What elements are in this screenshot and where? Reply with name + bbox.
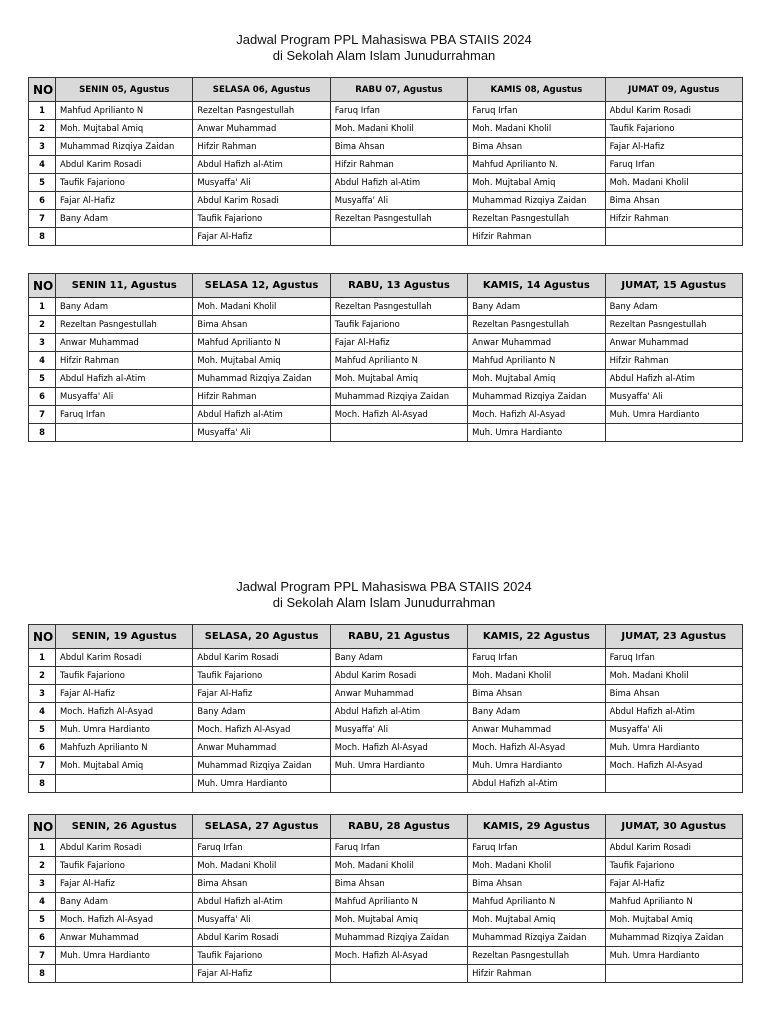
- col-header-day: SENIN 11, Agustus: [56, 274, 193, 298]
- table-cell: Bima Ahsan: [330, 138, 467, 156]
- table-cell: Rezeltan Pasngestullah: [468, 947, 605, 965]
- col-header-day: KAMIS, 22 Agustus: [468, 625, 605, 649]
- table-cell: Abdul Hafizh al-Atim: [605, 370, 742, 388]
- table-cell: Faruq Irfan: [330, 839, 467, 857]
- table-cell: Hifzir Rahman: [330, 156, 467, 174]
- table-cell: Musyaffa' Ali: [56, 388, 193, 406]
- table-cell: Moch. Hafizh Al-Asyad: [605, 757, 742, 775]
- table-cell: Muhammad Rizqiya Zaidan: [468, 192, 605, 210]
- table-cell: Musyaffa' Ali: [330, 192, 467, 210]
- table-cell: Bany Adam: [330, 649, 467, 667]
- table-cell: Moh. Mujtabal Amiq: [330, 370, 467, 388]
- table-cell: Abdul Hafizh al-Atim: [56, 370, 193, 388]
- table-row: [29, 352, 743, 370]
- table-row: [29, 370, 743, 388]
- table-cell: Fajar Al-Hafiz: [193, 965, 330, 983]
- table-cell: Muhammad Rizqiya Zaidan: [605, 929, 742, 947]
- table-cell: Moh. Mujtabal Amiq: [605, 911, 742, 929]
- row-number: 7: [29, 947, 56, 965]
- table-cell: Fajar Al-Hafiz: [56, 875, 193, 893]
- table-row: [29, 156, 743, 174]
- row-number: 2: [29, 857, 56, 875]
- table-cell: Fajar Al-Hafiz: [605, 875, 742, 893]
- row-number: 8: [29, 424, 56, 442]
- table-cell: Abdul Karim Rosadi: [193, 649, 330, 667]
- row-number: 5: [29, 174, 56, 192]
- table-cell: Abdul Hafizh al-Atim: [468, 775, 605, 793]
- row-number: 2: [29, 667, 56, 685]
- table-cell: Abdul Karim Rosadi: [56, 839, 193, 857]
- table-cell: Anwar Muhammad: [330, 685, 467, 703]
- table-cell: Mahfud Aprilianto N: [468, 352, 605, 370]
- col-header-day: JUMAT, 23 Agustus: [605, 625, 742, 649]
- table-cell: Moh. Madani Kholil: [193, 857, 330, 875]
- row-number: 1: [29, 649, 56, 667]
- table-cell: Faruq Irfan: [605, 649, 742, 667]
- col-header-day: KAMIS, 29 Agustus: [468, 815, 605, 839]
- table-cell: Abdul Hafizh al-Atim: [193, 156, 330, 174]
- table-cell: Moh. Mujtabal Amiq: [468, 174, 605, 192]
- table-cell: Abdul Hafizh al-Atim: [193, 893, 330, 911]
- table-cell: Hifzir Rahman: [605, 210, 742, 228]
- col-header-day: JUMAT, 15 Agustus: [605, 274, 742, 298]
- table-cell: Muh. Umra Hardianto: [193, 775, 330, 793]
- table-cell: Moh. Madani Kholil: [468, 667, 605, 685]
- row-number: 7: [29, 406, 56, 424]
- table-cell: [330, 228, 467, 246]
- col-header-no: NO: [29, 274, 56, 298]
- table-cell: Moh. Mujtabal Amiq: [193, 352, 330, 370]
- table-cell: Musyaffa' Ali: [330, 721, 467, 739]
- table-cell: Mahfud Aprilianto N: [193, 334, 330, 352]
- table-cell: Muh. Umra Hardianto: [330, 757, 467, 775]
- table-cell: Musyaffa' Ali: [605, 388, 742, 406]
- row-number: 2: [29, 316, 56, 334]
- table-row: [29, 192, 743, 210]
- row-number: 8: [29, 228, 56, 246]
- col-header-day: KAMIS 08, Agustus: [468, 78, 605, 102]
- table-row: [29, 857, 743, 875]
- schedule-title-1: [0, 32, 768, 64]
- table-cell: Fajar Al-Hafiz: [56, 685, 193, 703]
- schedule-title-2: [0, 579, 768, 611]
- table-cell: Fajar Al-Hafiz: [193, 228, 330, 246]
- table-header-row: [29, 78, 743, 102]
- table-cell: Taufik Fajariono: [605, 857, 742, 875]
- table-cell: Musyaffa' Ali: [193, 174, 330, 192]
- table-row: [29, 228, 743, 246]
- table-cell: Fajar Al-Hafiz: [330, 334, 467, 352]
- schedule-table-week-3: [28, 624, 743, 793]
- table-cell: Moh. Madani Kholil: [468, 857, 605, 875]
- col-header-no: NO: [29, 625, 56, 649]
- table-cell: Anwar Muhammad: [193, 739, 330, 757]
- table-row: [29, 138, 743, 156]
- table-cell: Hifzir Rahman: [605, 352, 742, 370]
- table-cell: Moh. Madani Kholil: [605, 174, 742, 192]
- table-cell: Rezeltan Pasngestullah: [330, 298, 467, 316]
- col-header-day: RABU 07, Agustus: [330, 78, 467, 102]
- table-cell: [56, 228, 193, 246]
- row-number: 3: [29, 685, 56, 703]
- table-cell: Faruq Irfan: [56, 406, 193, 424]
- table-row: [29, 406, 743, 424]
- table-cell: Muhammad Rizqiya Zaidan: [193, 370, 330, 388]
- table-cell: Muh. Umra Hardianto: [605, 406, 742, 424]
- table-cell: Bima Ahsan: [468, 875, 605, 893]
- col-header-no: NO: [29, 815, 56, 839]
- table-header-row: [29, 625, 743, 649]
- table-cell: Faruq Irfan: [605, 156, 742, 174]
- row-number: 4: [29, 893, 56, 911]
- table-cell: Taufik Fajariono: [56, 857, 193, 875]
- table-cell: Bima Ahsan: [468, 138, 605, 156]
- row-number: 2: [29, 120, 56, 138]
- table-cell: Abdul Karim Rosadi: [330, 667, 467, 685]
- table-cell: [56, 424, 193, 442]
- table-cell: Moh. Mujtabal Amiq: [468, 911, 605, 929]
- table-cell: Taufik Fajariono: [193, 947, 330, 965]
- table-cell: Rezeltan Pasngestullah: [193, 102, 330, 120]
- table-cell: Abdul Karim Rosadi: [56, 649, 193, 667]
- table-row: [29, 911, 743, 929]
- table-cell: Rezeltan Pasngestullah: [468, 210, 605, 228]
- title-line-2: di Sekolah Alam Islam Junudurrahman: [272, 595, 496, 610]
- table-cell: Muhammad Rizqiya Zaidan: [56, 138, 193, 156]
- col-header-day: JUMAT 09, Agustus: [605, 78, 742, 102]
- row-number: 5: [29, 911, 56, 929]
- table-row: [29, 965, 743, 983]
- table-cell: Moch. Hafizh Al-Asyad: [193, 721, 330, 739]
- col-header-day: RABU, 21 Agustus: [330, 625, 467, 649]
- table-cell: Fajar Al-Hafiz: [56, 192, 193, 210]
- table-cell: Abdul Karim Rosadi: [193, 929, 330, 947]
- table-cell: Bany Adam: [56, 210, 193, 228]
- row-number: 4: [29, 352, 56, 370]
- table-cell: Muh. Umra Hardianto: [605, 947, 742, 965]
- table-row: [29, 120, 743, 138]
- table-cell: Moch. Hafizh Al-Asyad: [56, 911, 193, 929]
- table-cell: [605, 775, 742, 793]
- row-number: 3: [29, 138, 56, 156]
- col-header-day: SELASA, 27 Agustus: [193, 815, 330, 839]
- table-cell: Faruq Irfan: [468, 649, 605, 667]
- table-cell: Bany Adam: [56, 298, 193, 316]
- table-cell: Muhammad Rizqiya Zaidan: [468, 388, 605, 406]
- table-row: [29, 685, 743, 703]
- table-row: [29, 775, 743, 793]
- col-header-day: RABU, 28 Agustus: [330, 815, 467, 839]
- table-cell: Abdul Hafizh al-Atim: [605, 703, 742, 721]
- table-cell: Taufik Fajariono: [193, 210, 330, 228]
- row-number: 6: [29, 929, 56, 947]
- table-cell: Moch. Hafizh Al-Asyad: [56, 703, 193, 721]
- table-cell: Muhammad Rizqiya Zaidan: [193, 757, 330, 775]
- table-header-row: [29, 815, 743, 839]
- table-cell: Abdul Hafizh al-Atim: [330, 174, 467, 192]
- table-cell: Muh. Umra Hardianto: [605, 739, 742, 757]
- table-cell: Hifzir Rahman: [193, 138, 330, 156]
- row-number: 7: [29, 210, 56, 228]
- table-cell: Taufik Fajariono: [193, 667, 330, 685]
- table-cell: Muh. Umra Hardianto: [468, 757, 605, 775]
- col-header-day: SENIN, 26 Agustus: [56, 815, 193, 839]
- col-header-day: SELASA 12, Agustus: [193, 274, 330, 298]
- table-cell: Anwar Muhammad: [468, 721, 605, 739]
- table-cell: Faruq Irfan: [193, 839, 330, 857]
- table-cell: Moh. Madani Kholil: [330, 857, 467, 875]
- table-cell: Bany Adam: [605, 298, 742, 316]
- title-line-1: Jadwal Program PPL Mahasiswa PBA STAIIS 2024: [236, 32, 532, 47]
- row-number: 6: [29, 739, 56, 757]
- table-row: [29, 929, 743, 947]
- row-number: 7: [29, 757, 56, 775]
- row-number: 4: [29, 703, 56, 721]
- table-cell: Rezeltan Pasngestullah: [56, 316, 193, 334]
- row-number: 1: [29, 839, 56, 857]
- col-header-day: SENIN 05, Agustus: [56, 78, 193, 102]
- table-row: [29, 667, 743, 685]
- schedule-table-week-2: [28, 273, 743, 442]
- table-cell: Taufik Fajariono: [56, 174, 193, 192]
- table-cell: Moh. Madani Kholil: [193, 298, 330, 316]
- table-cell: Bany Adam: [56, 893, 193, 911]
- table-cell: Rezeltan Pasngestullah: [330, 210, 467, 228]
- table-cell: Moh. Madani Kholil: [330, 120, 467, 138]
- table-cell: Moch. Hafizh Al-Asyad: [330, 947, 467, 965]
- table-row: [29, 334, 743, 352]
- table-cell: Rezeltan Pasngestullah: [605, 316, 742, 334]
- table-row: [29, 757, 743, 775]
- table-cell: Fajar Al-Hafiz: [193, 685, 330, 703]
- col-header-day: SELASA, 20 Agustus: [193, 625, 330, 649]
- table-cell: Mahfud Aprilianto N.: [468, 156, 605, 174]
- table-cell: Moch. Hafizh Al-Asyad: [330, 739, 467, 757]
- table-row: [29, 947, 743, 965]
- row-number: 1: [29, 102, 56, 120]
- table-cell: [56, 775, 193, 793]
- table-row: [29, 893, 743, 911]
- table-header-row: [29, 274, 743, 298]
- table-row: [29, 721, 743, 739]
- table-cell: Mahfud Aprilianto N: [330, 352, 467, 370]
- table-cell: Bany Adam: [468, 298, 605, 316]
- table-cell: Moh. Madani Kholil: [468, 120, 605, 138]
- table-cell: [330, 965, 467, 983]
- table-cell: [605, 228, 742, 246]
- table-cell: Moch. Hafizh Al-Asyad: [468, 739, 605, 757]
- table-cell: Anwar Muhammad: [56, 334, 193, 352]
- row-number: 6: [29, 388, 56, 406]
- table-cell: Muhammad Rizqiya Zaidan: [330, 929, 467, 947]
- row-number: 5: [29, 721, 56, 739]
- table-cell: Mahfud Aprilianto N: [330, 893, 467, 911]
- table-cell: Abdul Hafizh al-Atim: [330, 703, 467, 721]
- col-header-day: JUMAT, 30 Agustus: [605, 815, 742, 839]
- table-row: [29, 388, 743, 406]
- table-cell: Moch. Hafizh Al-Asyad: [468, 406, 605, 424]
- table-cell: Muh. Umra Hardianto: [56, 947, 193, 965]
- table-cell: Anwar Muhammad: [56, 929, 193, 947]
- table-cell: Muhammad Rizqiya Zaidan: [330, 388, 467, 406]
- table-cell: Muhammad Rizqiya Zaidan: [468, 929, 605, 947]
- table-cell: Hifzir Rahman: [56, 352, 193, 370]
- title-line-2: di Sekolah Alam Islam Junudurrahman: [272, 48, 496, 63]
- table-cell: Bima Ahsan: [605, 192, 742, 210]
- table-cell: Bima Ahsan: [605, 685, 742, 703]
- table-cell: Moh. Mujtabal Amiq: [468, 370, 605, 388]
- table-cell: Moh. Madani Kholil: [605, 667, 742, 685]
- table-cell: [56, 965, 193, 983]
- table-cell: Muh. Umra Hardianto: [468, 424, 605, 442]
- table-cell: Faruq Irfan: [468, 102, 605, 120]
- table-row: [29, 424, 743, 442]
- table-row: [29, 703, 743, 721]
- table-cell: Moh. Mujtabal Amiq: [56, 120, 193, 138]
- row-number: 8: [29, 965, 56, 983]
- table-cell: Bima Ahsan: [468, 685, 605, 703]
- table-cell: Mahfuzh Aprilianto N: [56, 739, 193, 757]
- row-number: 1: [29, 298, 56, 316]
- col-header-day: RABU, 13 Agustus: [330, 274, 467, 298]
- table-cell: Fajar Al-Hafiz: [605, 138, 742, 156]
- table-cell: Taufik Fajariono: [330, 316, 467, 334]
- table-cell: Anwar Muhammad: [468, 334, 605, 352]
- table-cell: Bany Adam: [193, 703, 330, 721]
- table-cell: Anwar Muhammad: [193, 120, 330, 138]
- row-number: 3: [29, 875, 56, 893]
- col-header-no: NO: [29, 78, 56, 102]
- table-cell: Mahfud Aprilianto N: [468, 893, 605, 911]
- table-cell: Rezeltan Pasngestullah: [468, 316, 605, 334]
- table-cell: Bany Adam: [468, 703, 605, 721]
- table-cell: Hifzir Rahman: [193, 388, 330, 406]
- table-row: [29, 739, 743, 757]
- title-line-1: Jadwal Program PPL Mahasiswa PBA STAIIS 2024: [236, 579, 532, 594]
- table-cell: Muh. Umra Hardianto: [56, 721, 193, 739]
- table-cell: Abdul Hafizh al-Atim: [193, 406, 330, 424]
- table-row: [29, 298, 743, 316]
- table-cell: Bima Ahsan: [330, 875, 467, 893]
- table-cell: Faruq Irfan: [468, 839, 605, 857]
- col-header-day: SELASA 06, Agustus: [193, 78, 330, 102]
- table-cell: Moh. Mujtabal Amiq: [56, 757, 193, 775]
- table-row: [29, 875, 743, 893]
- row-number: 6: [29, 192, 56, 210]
- table-cell: Mahfud Aprilianto N: [605, 893, 742, 911]
- table-row: [29, 649, 743, 667]
- table-cell: Hifzir Rahman: [468, 228, 605, 246]
- table-row: [29, 102, 743, 120]
- table-row: [29, 839, 743, 857]
- table-cell: Abdul Karim Rosadi: [605, 839, 742, 857]
- table-row: [29, 316, 743, 334]
- table-cell: [605, 965, 742, 983]
- table-cell: Bima Ahsan: [193, 875, 330, 893]
- table-cell: Abdul Karim Rosadi: [193, 192, 330, 210]
- row-number: 8: [29, 775, 56, 793]
- table-cell: Musyaffa' Ali: [605, 721, 742, 739]
- table-cell: Abdul Karim Rosadi: [56, 156, 193, 174]
- table-cell: Taufik Fajariono: [56, 667, 193, 685]
- col-header-day: SENIN, 19 Agustus: [56, 625, 193, 649]
- table-cell: [330, 424, 467, 442]
- table-cell: Taufik Fajariono: [605, 120, 742, 138]
- schedule-table-week-4: [28, 814, 743, 983]
- table-cell: Hifzir Rahman: [468, 965, 605, 983]
- schedule-table-week-1: [28, 77, 743, 246]
- table-cell: Mahfud Aprilianto N: [56, 102, 193, 120]
- col-header-day: KAMIS, 14 Agustus: [468, 274, 605, 298]
- table-cell: Anwar Muhammad: [605, 334, 742, 352]
- table-cell: [605, 424, 742, 442]
- table-row: [29, 210, 743, 228]
- row-number: 3: [29, 334, 56, 352]
- table-cell: Moch. Hafizh Al-Asyad: [330, 406, 467, 424]
- table-row: [29, 174, 743, 192]
- table-cell: Musyaffa' Ali: [193, 911, 330, 929]
- row-number: 5: [29, 370, 56, 388]
- table-cell: [330, 775, 467, 793]
- table-cell: Moh. Mujtabal Amiq: [330, 911, 467, 929]
- table-cell: Faruq Irfan: [330, 102, 467, 120]
- table-cell: Bima Ahsan: [193, 316, 330, 334]
- table-cell: Musyaffa' Ali: [193, 424, 330, 442]
- row-number: 4: [29, 156, 56, 174]
- table-cell: Abdul Karim Rosadi: [605, 102, 742, 120]
